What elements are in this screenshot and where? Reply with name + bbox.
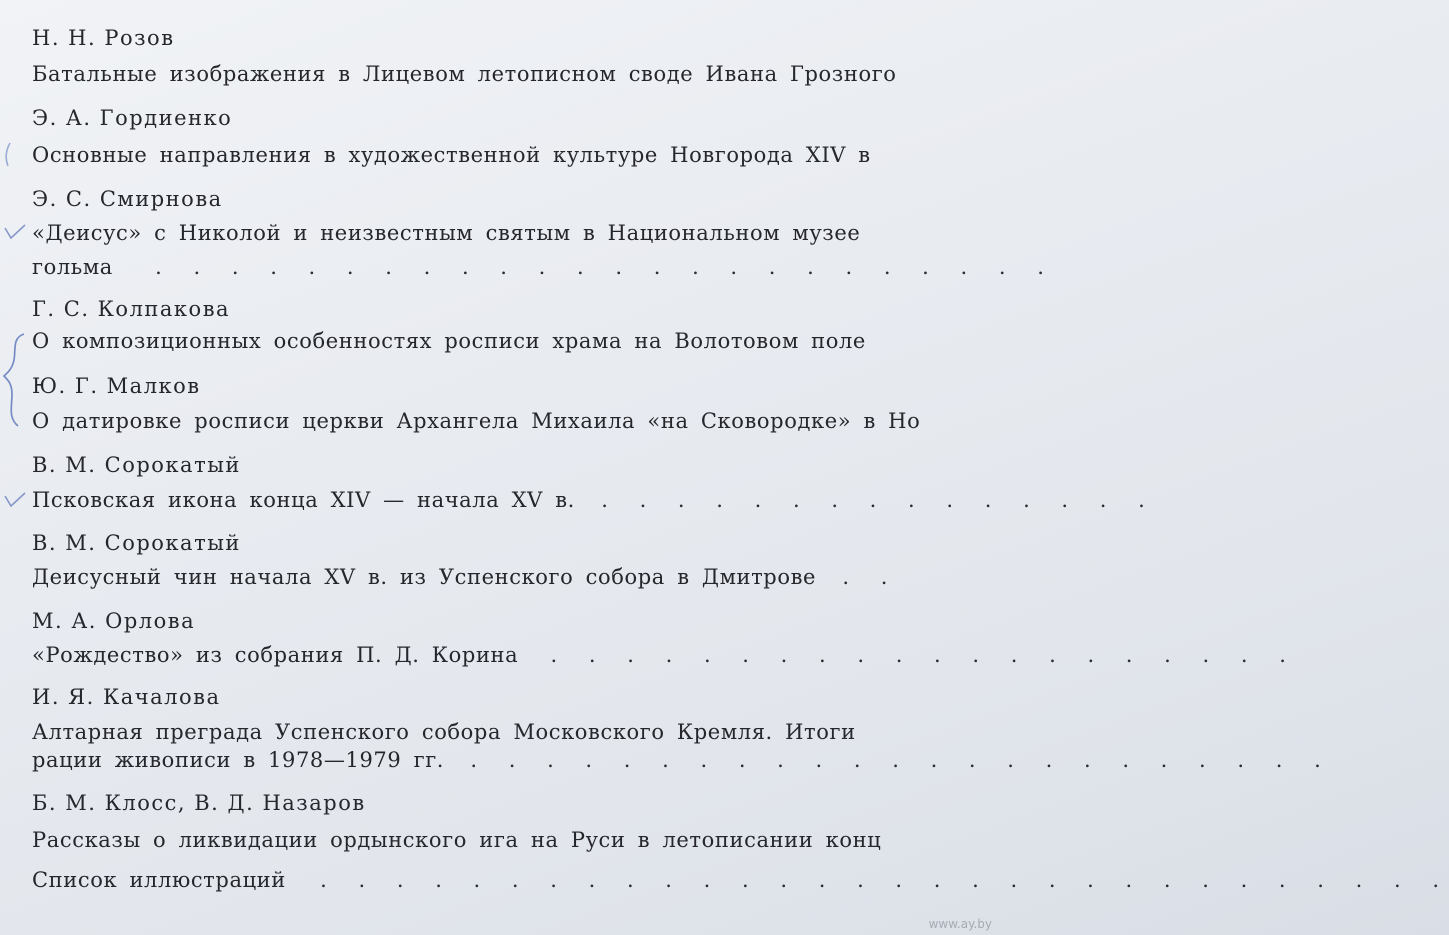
toc-title: Псковская икона конца XIV — начала XV в. [32, 488, 575, 512]
toc-author: И. Я. Качалова [32, 685, 221, 709]
toc-author: Б. М. Клосс, В. Д. Назаров [32, 791, 366, 815]
toc-author: Ю. Г. Малков [32, 374, 201, 398]
toc-author: Э. С. Смирнова [32, 187, 223, 211]
toc-leader-dots: . . [842, 565, 898, 589]
toc-author: Н. Н. Розов [32, 26, 175, 50]
toc-author: Г. С. Колпакова [32, 297, 231, 321]
toc-title-row [32, 486, 1155, 514]
toc-title-continuation-text: гольма [32, 255, 113, 279]
toc-title: Основные направления в художественной культуре Новгорода XIV в [32, 143, 871, 167]
toc-title-row [32, 641, 1296, 669]
toc-title: «Рождество» из собрания П. Д. Корина [32, 643, 519, 667]
toc-leader-dots: . . . . . . . . . . . . . . . . . . . . . . . . . . . . . . [320, 868, 1449, 892]
toc-title-continuation [32, 746, 1331, 774]
toc-title-row [32, 866, 1449, 894]
toc-title: Рассказы о ликвидации ордынского ига на Руси в летописании конц [32, 828, 882, 852]
toc-leader-dots: . . . . . . . . . . . . . . . . . . . . . . . [470, 748, 1331, 772]
toc-title: Деисусный чин начала XV в. из Успенского собора в Дмитрове [32, 565, 817, 589]
toc-title-continuation-text: рации живописи в 1978—1979 гг. [32, 748, 445, 772]
toc-author: М. А. Орлова [32, 609, 196, 633]
toc-title: Батальные изображения в Лицевом летописном своде Ивана Грозного [32, 62, 897, 86]
toc-leader-dots: . . . . . . . . . . . . . . . [601, 488, 1155, 512]
toc-title: О композиционных особенностях росписи храма на Волотовом поле [32, 329, 866, 353]
toc-author: В. М. Сорокатый [32, 453, 241, 477]
toc-leader-dots: . . . . . . . . . . . . . . . . . . . . [550, 643, 1296, 667]
toc-title: Список иллюстраций [32, 868, 286, 892]
toc-title: О датировке росписи церкви Архангела Михаила «на Сковородке» в Но [32, 409, 921, 433]
toc-title: Алтарная преграда Успенского собора Московского Кремля. Итоги [32, 720, 856, 744]
toc-title-row [32, 563, 1000, 591]
toc-author: Э. А. Гордиенко [32, 106, 233, 130]
toc-leader-dots: . . . . . . . . . . . . . . . . . . . . . . . . [155, 255, 1054, 279]
watermark: www.ay.by [928, 917, 992, 931]
toc-title: «Деисус» с Николой и неизвестным святым в Национальном музее [32, 221, 861, 245]
toc-title-continuation [32, 253, 1054, 281]
toc-author: В. М. Сорокатый [32, 531, 241, 555]
